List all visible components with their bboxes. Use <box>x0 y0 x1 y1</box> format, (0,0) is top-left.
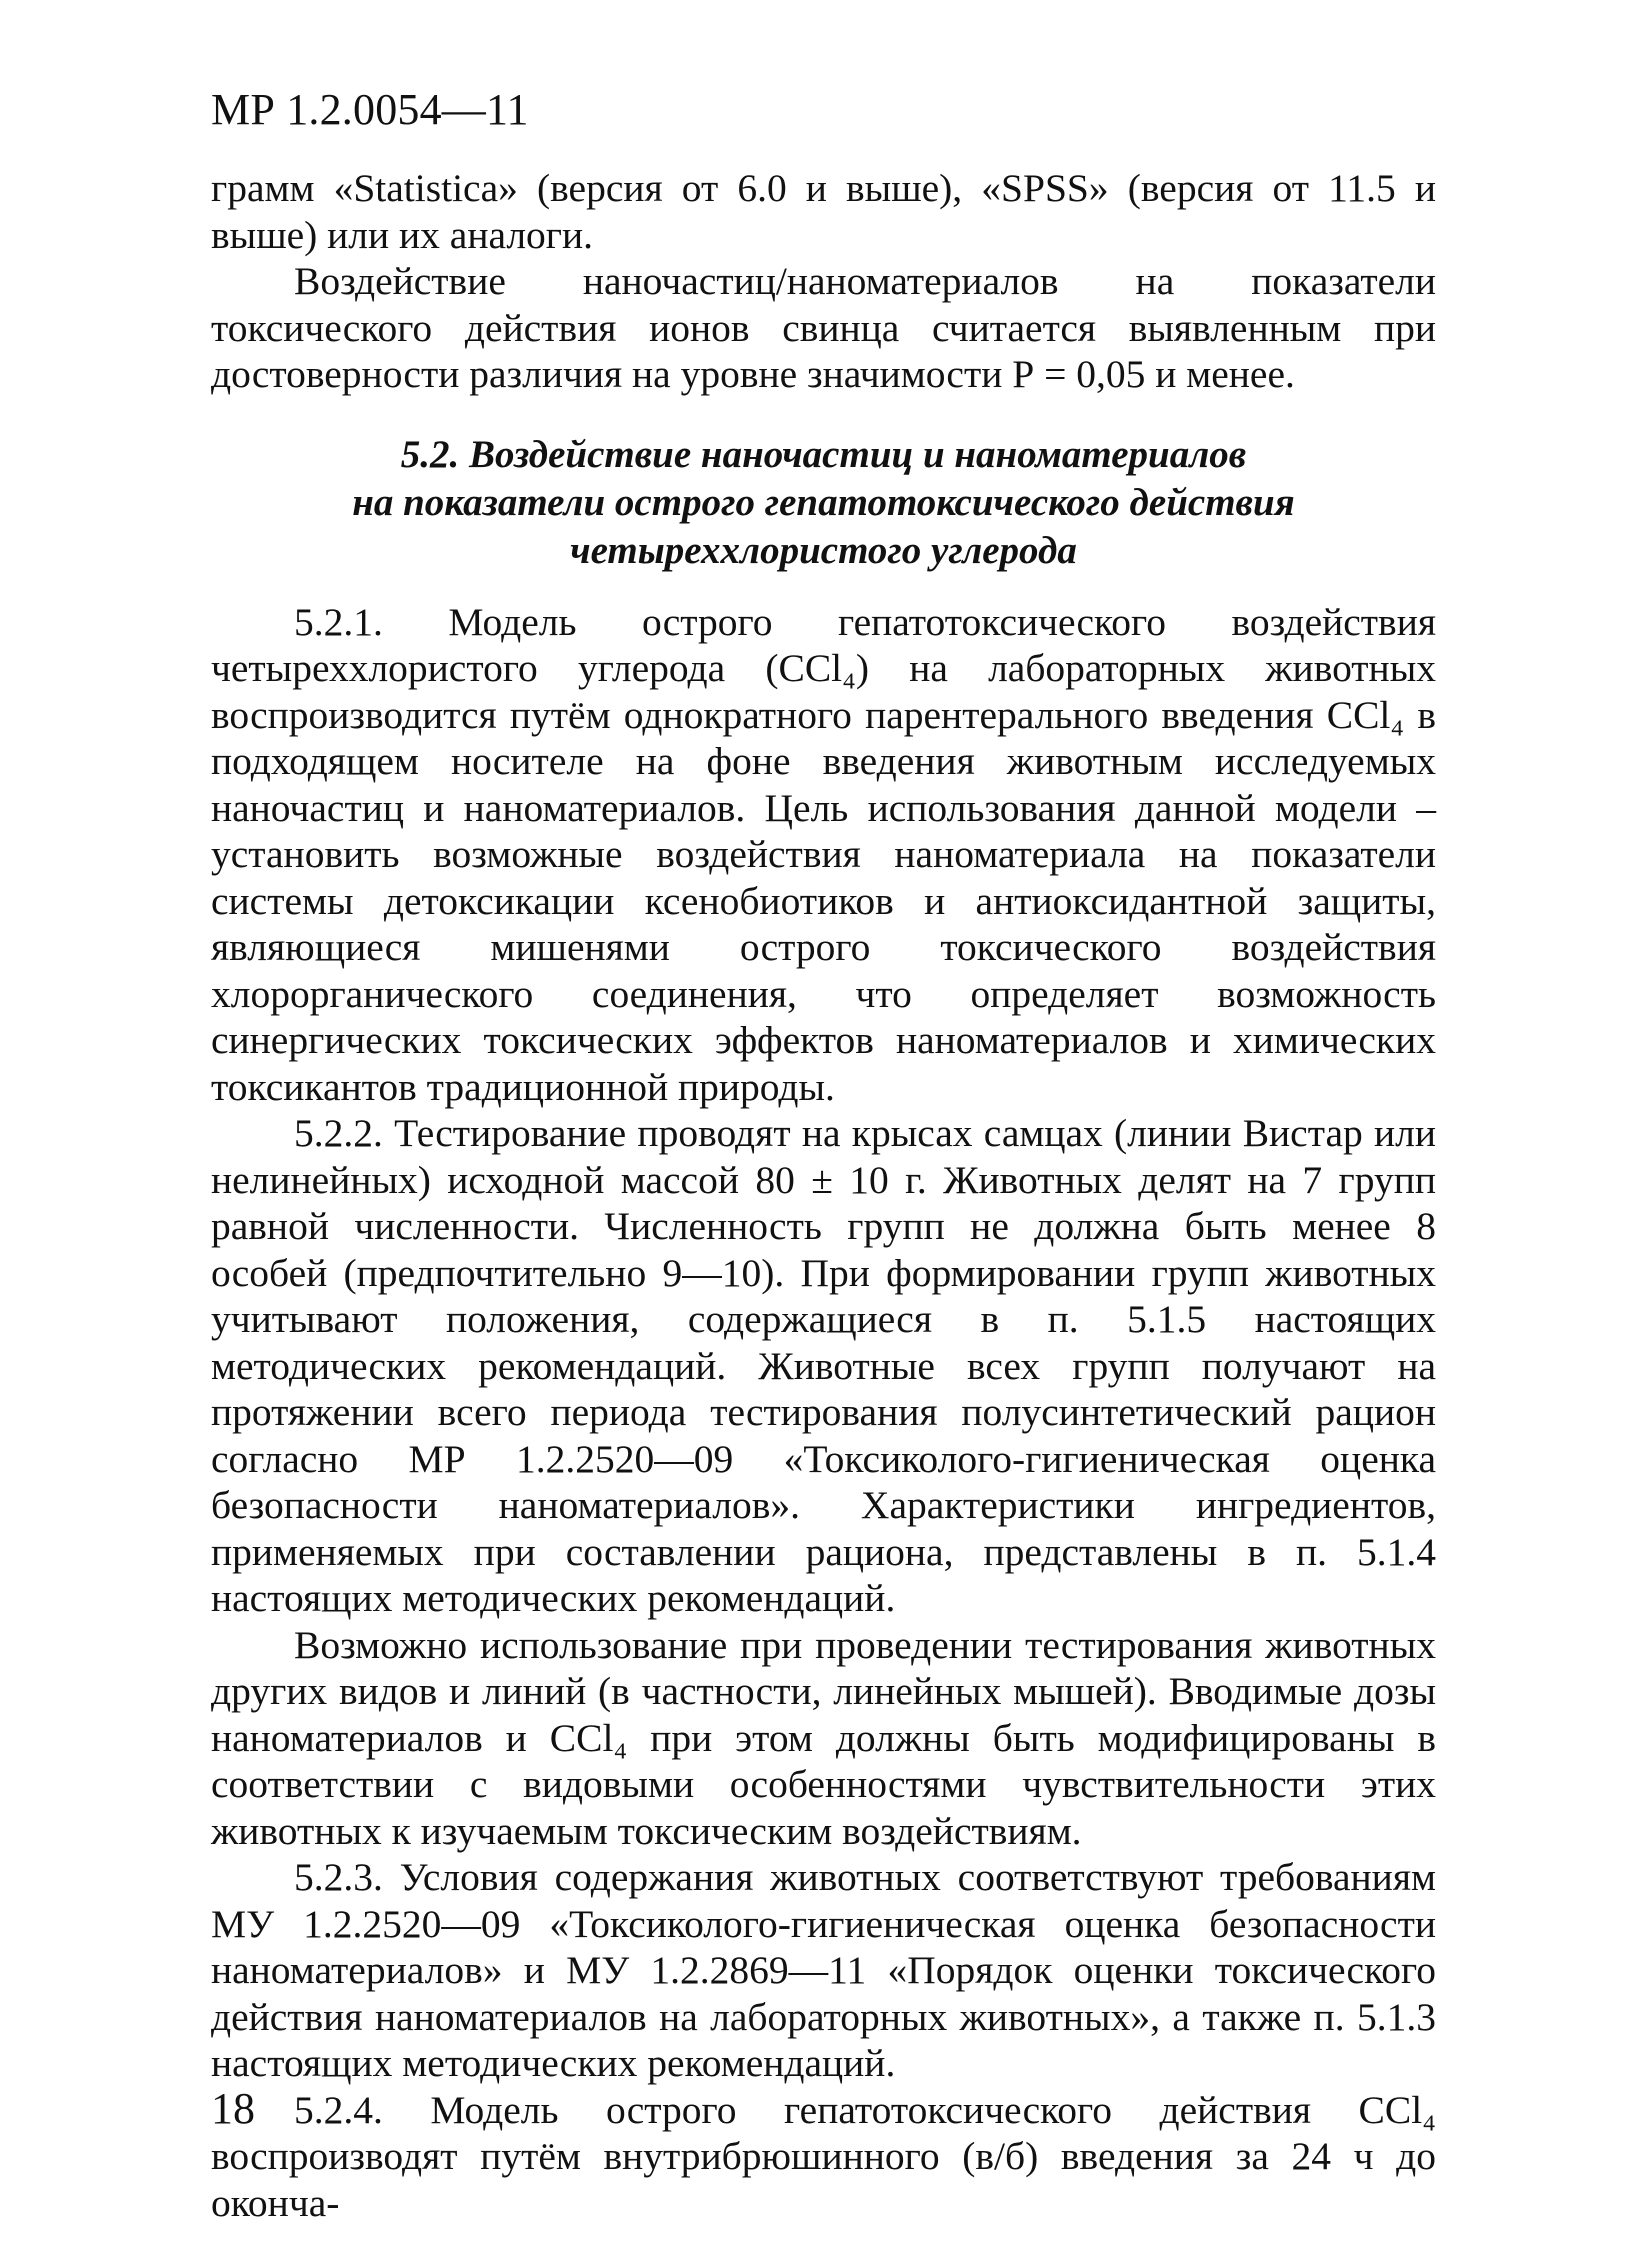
page-header: МР 1.2.0054—11 <box>211 85 529 134</box>
paragraph-5-2-3: 5.2.3. Условия содержания животных соответствуют требованиям МУ 1.2.2520—09 «Токсиколого-гигиеническая оценка безопасности наноматериалов» и МУ 1.2.2869—11 «Порядок оценки токсического действия наноматериалов на лабораторных животных», а также п. 5.1.3 настоящих методических рекомендаций. <box>211 1855 1436 2085</box>
section-heading-line: 5.2. Воздействие наночастиц и наноматериалов <box>400 432 1247 476</box>
paragraph-other-species: Возможно использование при проведении тестирования животных других видов и линий (в частности, линейных мышей). Вводимые дозы наноматериалов и CCl₄ при этом должны быть модифицированы в соответствии с видовыми особенностями чувствительности этих животных к изучаемым токсическим воздействиям. <box>211 1622 1436 1853</box>
paragraph-significance: Воздействие наночастиц/наноматериалов на показатели токсического действия ионов свинца считается выявленным при достоверности различия на уровне значимости Р = 0,05 и менее. <box>211 259 1436 396</box>
paragraph-5-2-2: 5.2.2. Тестирование проводят на крысах самцах (линии Вистар или нелинейных) исходной массой 80 ± 10 г. Животных делят на 7 групп равной численности. Численность групп не должна быть менее 8 особей (предпочтительно 9—10). При формировании групп животных учитывают положения, содержащиеся в п. 5.1.5 настоящих методических рекомендаций. Животные всех групп получают на протяжении всего периода тестирования полусинтетический рацион согласно МР 1.2.2520—09 «Токсиколого-гигиеническая оценка безопасности наноматериалов». Характеристики ингредиентов, применяемых при составлении рациона, представлены в п. 5.1.4 настоящих методических рекомендаций. <box>211 1111 1436 1620</box>
paragraph-5-2-4: 5.2.4. Модель острого гепатотоксического действия CCl₄ воспроизводят путём внутрибрюшинного (в/б) введения за 24 ч до оконча- <box>211 2087 1436 2225</box>
page-number: 18 <box>211 2084 255 2133</box>
section-heading-line: на показатели острого гепатотоксического действия <box>352 480 1295 524</box>
section-heading <box>211 431 1436 575</box>
section-heading-line: четыреххлористого углерода <box>570 528 1077 572</box>
paragraph-5-2-1: 5.2.1. Модель острого гепатотоксического воздействия четыреххлористого углерода (CCl₄) на лабораторных животных воспроизводится путём однократного парентерального введения CCl₄ в подходящем носителе на фоне введения животным исследуемых наночастиц и наноматериалов. Цель использования данной модели – установить возможные воздействия наноматериала на показатели системы детоксикации ксенобиотиков и антиоксидантной защиты, являющиеся мишенями острого токсического воздействия хлорорганического соединения, что определяет возможность синергических токсических эффектов наноматериалов и химических токсикантов традиционной природы. <box>211 599 1436 1109</box>
paragraph-continuation: грамм «Statistica» (версия от 6.0 и выше), «SPSS» (версия от 11.5 и выше) или их аналоги. <box>211 166 1436 257</box>
document-body <box>211 165 1436 2226</box>
